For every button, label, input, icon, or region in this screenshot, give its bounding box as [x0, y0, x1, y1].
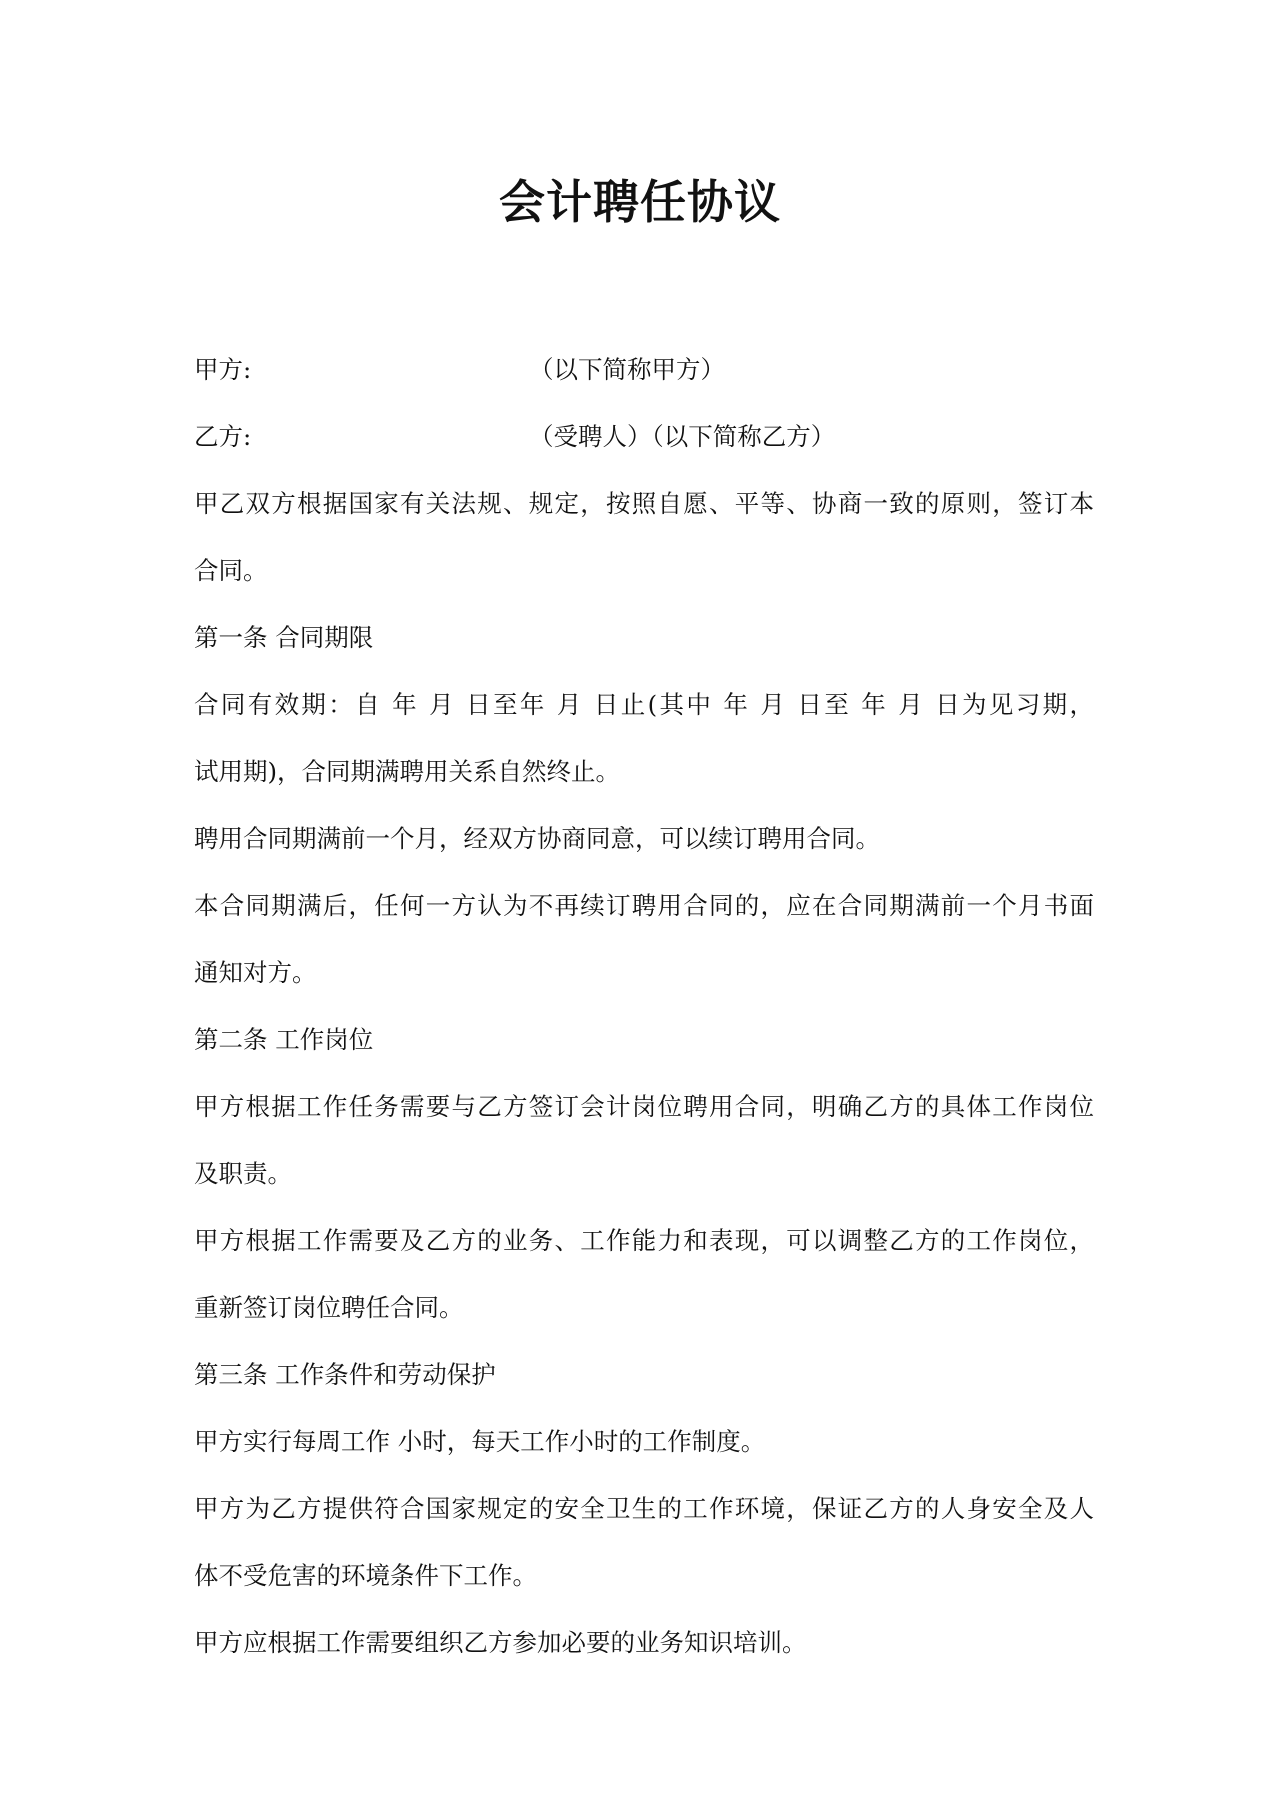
paragraph-line: 重新签订岗位聘任合同。: [194, 1293, 464, 1322]
paragraph-line: 甲方为乙方提供符合国家规定的安全卫生的工作环境，保证乙方的人身安全及人: [194, 1494, 1094, 1523]
article-heading: 第一条 合同期限: [194, 623, 374, 652]
document-title: 会计聘任协议: [499, 175, 781, 229]
article-heading: 第三条 工作条件和劳动保护: [194, 1360, 496, 1389]
paragraph-line: 甲方根据工作任务需要与乙方签订会计岗位聘用合同，明确乙方的具体工作岗位: [194, 1092, 1094, 1121]
party-b-note: （受聘人）（以下简称乙方）: [529, 422, 836, 451]
paragraph-line: 及职责。: [194, 1159, 292, 1188]
paragraph-line: 合同。: [194, 556, 268, 585]
party-b-line: [194, 403, 1094, 470]
paragraph-line: 通知对方。: [194, 958, 317, 987]
paragraph-line: 合同有效期：自 年 月 日至年 月 日止(其中 年 月 日至 年 月 日为见习期，: [194, 690, 1094, 719]
paragraph-line: 甲方应根据工作需要组织乙方参加必要的业务知识培训。: [194, 1628, 807, 1657]
paragraph-line: 试用期)，合同期满聘用关系自然终止。: [194, 757, 621, 786]
article-heading: 第二条 工作岗位: [194, 1025, 374, 1054]
paragraph-line: 本合同期满后，任何一方认为不再续订聘用合同的，应在合同期满前一个月书面: [194, 891, 1094, 920]
paragraph-line: 甲方根据工作需要及乙方的业务、工作能力和表现，可以调整乙方的工作岗位，: [194, 1226, 1094, 1255]
party-a-note: （以下简称甲方）: [529, 355, 725, 384]
party-b-label: 乙方:: [194, 422, 252, 451]
paragraph-line: 甲乙双方根据国家有关法规、规定，按照自愿、平等、协商一致的原则，签订本: [194, 489, 1094, 518]
paragraph-line: 体不受危害的环境条件下工作。: [194, 1561, 537, 1590]
paragraph-line: 甲方实行每周工作 小时，每天工作小时的工作制度。: [194, 1427, 766, 1456]
paragraph-line: 聘用合同期满前一个月，经双方协商同意，可以续订聘用合同。: [194, 824, 880, 853]
party-a-label: 甲方:: [194, 355, 252, 384]
document-body: [194, 336, 1094, 1676]
party-a-line: [194, 336, 1094, 403]
